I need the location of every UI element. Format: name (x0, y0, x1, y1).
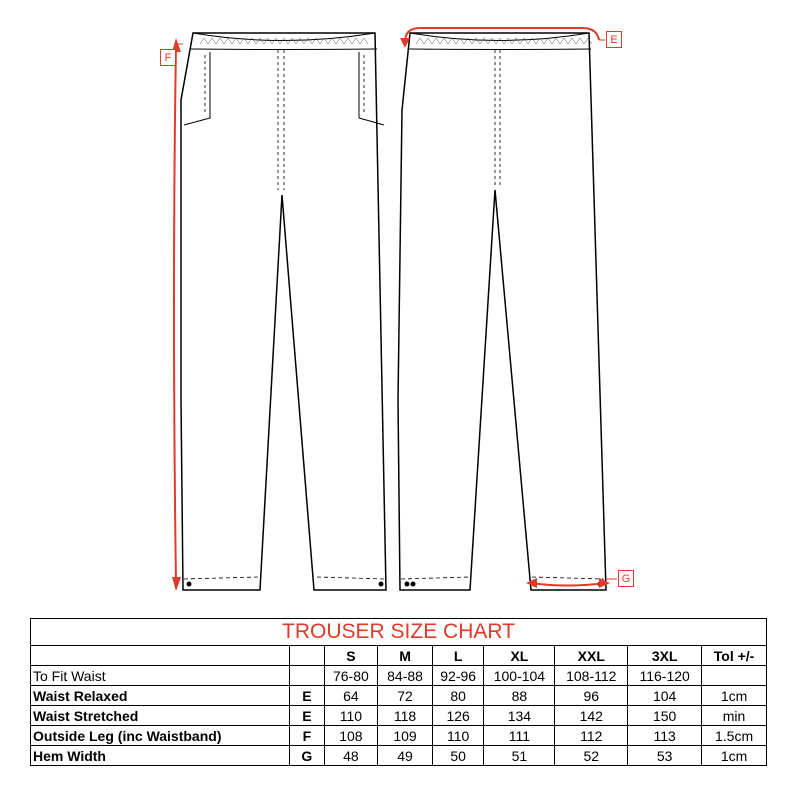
measurement-value: 150 (628, 706, 702, 726)
measurement-value: 112 (555, 726, 628, 746)
front-waistband-gathers (200, 38, 368, 44)
measurement-value: 142 (555, 706, 628, 726)
front-right-pocket (359, 52, 384, 125)
size-header: L (432, 646, 484, 666)
measurement-row (31, 706, 767, 726)
measurement-value: 51 (484, 746, 555, 766)
trouser-size-chart-table (30, 618, 767, 766)
measurement-label: Waist Relaxed (31, 686, 290, 706)
measurement-label: Outside Leg (inc Waistband) (31, 726, 290, 746)
measurement-value: 110 (324, 706, 378, 726)
arrow-f-outside-leg (174, 44, 176, 585)
header-code-blank (290, 646, 324, 666)
tolerance-header: Tol +/- (702, 646, 767, 666)
measurement-value: 134 (484, 706, 555, 726)
tolerance-value: 1.5cm (702, 726, 767, 746)
measurement-row (31, 726, 767, 746)
header-blank (31, 646, 290, 666)
size-header: S (324, 646, 378, 666)
tolerance-value: 1cm (702, 686, 767, 706)
front-hem-button (187, 582, 192, 587)
back-hem-button (405, 582, 410, 587)
title-row (31, 619, 767, 646)
measurement-value: 49 (378, 746, 433, 766)
measurement-value: 108 (324, 726, 378, 746)
measurement-value: 84-88 (378, 666, 433, 686)
measurement-value: 53 (628, 746, 702, 766)
measurement-value: 88 (484, 686, 555, 706)
measurement-value: 72 (378, 686, 433, 706)
arrow-e-waist (405, 28, 599, 42)
back-waistband (408, 33, 591, 50)
measurement-value: 116-120 (628, 666, 702, 686)
back-outline (398, 33, 606, 590)
tolerance-value: min (702, 706, 767, 726)
marker-e: E (606, 31, 622, 48)
size-header: 3XL (628, 646, 702, 666)
measurement-value: 80 (432, 686, 484, 706)
measurement-value: 104 (628, 686, 702, 706)
measurement-code (290, 666, 324, 686)
tolerance-value: 1cm (702, 746, 767, 766)
front-trouser-view (181, 33, 386, 590)
tolerance-value (702, 666, 767, 686)
back-trouser-view (398, 33, 606, 590)
marker-f: F (160, 49, 176, 66)
measurement-value: 126 (432, 706, 484, 726)
front-fly-stitch (278, 50, 284, 190)
front-outline (181, 33, 386, 590)
measurement-value: 92-96 (432, 666, 484, 686)
size-header: XXL (555, 646, 628, 666)
front-hem-button (379, 582, 384, 587)
back-hem-stitch (401, 577, 604, 579)
measurement-value: 76-80 (324, 666, 378, 686)
measurement-value: 109 (378, 726, 433, 746)
front-waistband (191, 33, 377, 50)
measurement-value: 118 (378, 706, 433, 726)
front-hem-stitch (184, 577, 385, 579)
measurement-value: 110 (432, 726, 484, 746)
measurement-label: Hem Width (31, 746, 290, 766)
arrow-f-head-bottom (172, 577, 181, 591)
measurement-row (31, 686, 767, 706)
arrow-g-head-left (526, 578, 537, 588)
back-center-stitch (495, 50, 500, 185)
measurement-row (31, 746, 767, 766)
measurement-code: G (290, 746, 324, 766)
measurement-value: 52 (555, 746, 628, 766)
size-header-row (31, 646, 767, 666)
back-hem-button (411, 582, 416, 587)
measurement-code: E (290, 686, 324, 706)
measurement-value: 48 (324, 746, 378, 766)
arrow-g-hem (530, 583, 606, 586)
measurement-value: 64 (324, 686, 378, 706)
measurement-value: 111 (484, 726, 555, 746)
measurement-arrows (172, 28, 617, 591)
measurement-value: 113 (628, 726, 702, 746)
back-waistband-gathers (416, 38, 592, 44)
measurement-code: F (290, 726, 324, 746)
measurement-row (31, 666, 767, 686)
size-header: M (378, 646, 433, 666)
chart-title: TROUSER SIZE CHART (31, 619, 767, 646)
measurement-value: 100-104 (484, 666, 555, 686)
measurement-label: Waist Stretched (31, 706, 290, 726)
measurement-value: 96 (555, 686, 628, 706)
front-pocket-stitch (205, 55, 364, 114)
measurement-value: 50 (432, 746, 484, 766)
measurement-code: E (290, 706, 324, 726)
marker-g: G (618, 570, 634, 587)
measurement-label: To Fit Waist (31, 666, 290, 686)
measurement-value: 108-112 (555, 666, 628, 686)
size-header: XL (484, 646, 555, 666)
